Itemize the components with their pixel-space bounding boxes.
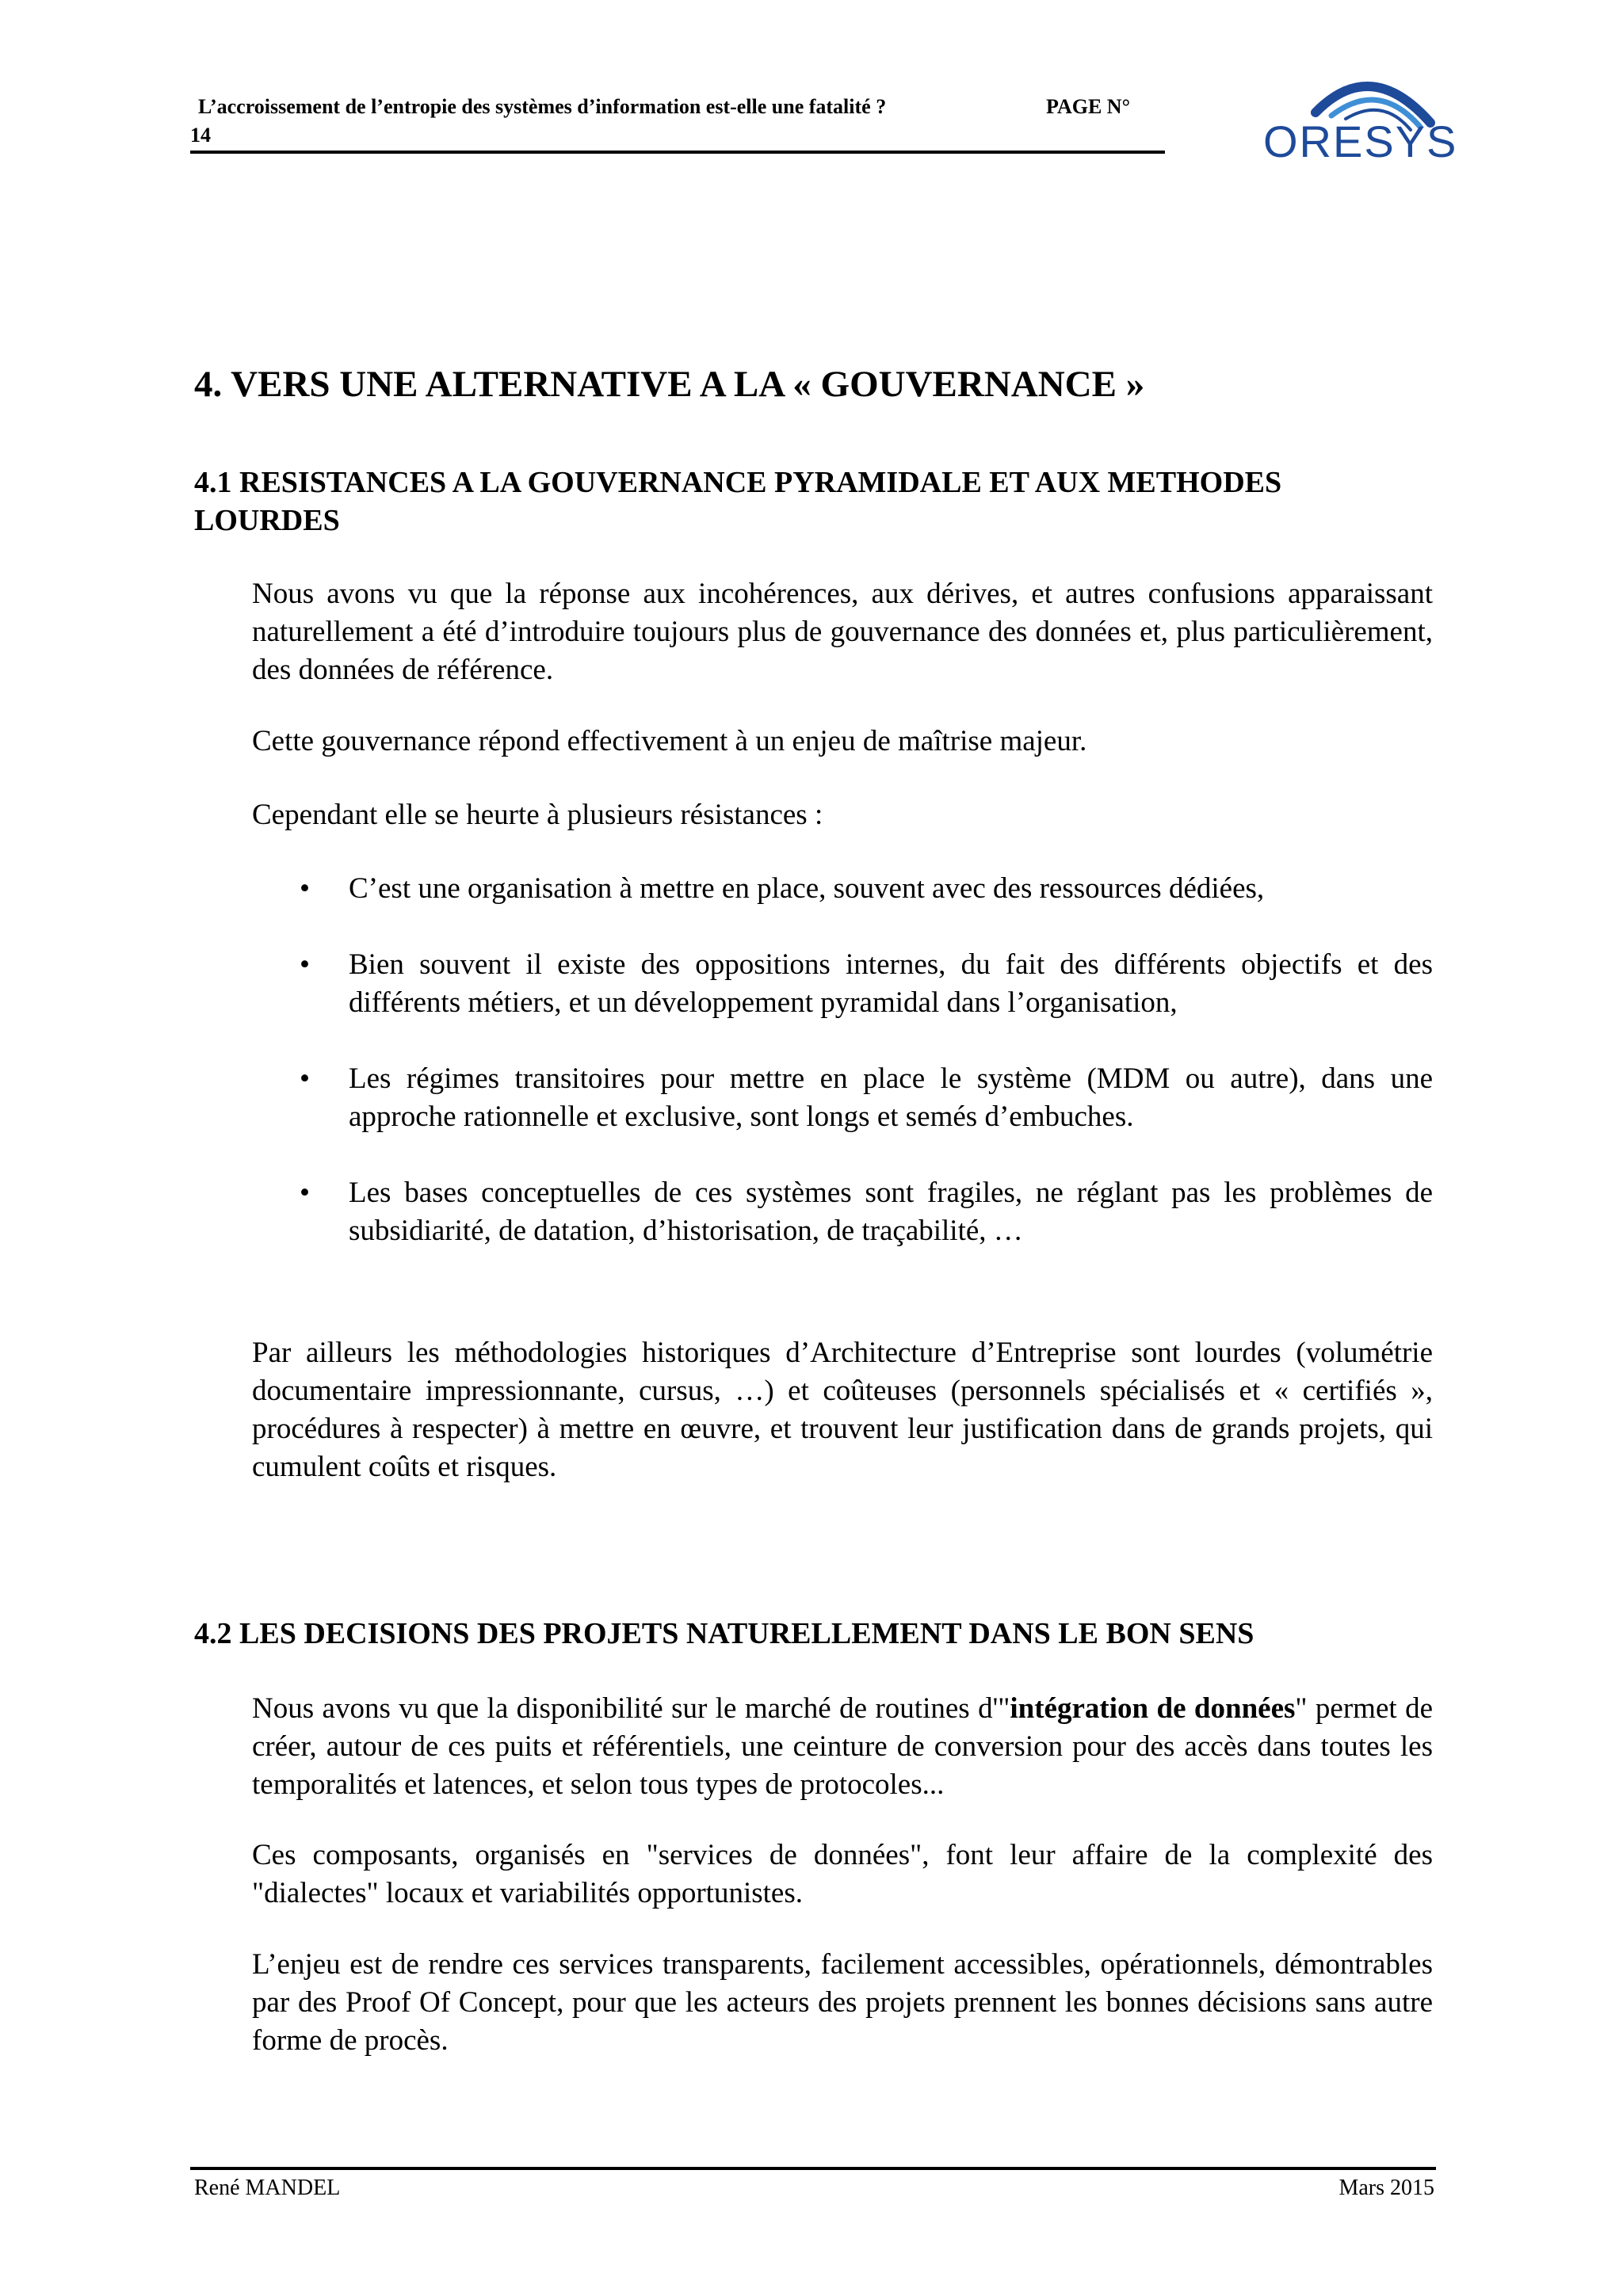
subsection-4-1-heading xyxy=(194,463,1281,540)
bullet-icon: • xyxy=(300,872,310,905)
bullet-icon: • xyxy=(300,1177,310,1209)
list-item xyxy=(252,1174,1433,1250)
paragraph: Ces composants, organisés en "services de données", font leur affaire de la complexité des "dialectes" locaux et variabilités opportunistes. xyxy=(252,1839,1433,1909)
paragraph: Cependant elle se heurte à plusieurs résistances : xyxy=(252,799,823,831)
list-item-text: C’est une organisation à mettre en place, souvent avec des ressources dédiées, xyxy=(349,872,1265,905)
resistances-list xyxy=(252,870,1433,1288)
header-title: L’accroissement de l’entropie des systèmes d’information est-elle une fatalité ? xyxy=(198,95,887,118)
footer-author: René MANDEL xyxy=(194,2176,341,2200)
list-item xyxy=(252,870,1433,908)
header-divider xyxy=(190,151,1165,154)
oresys-logo xyxy=(1252,63,1458,182)
paragraph-text: " permet de créer, autour de ces puits et référentiels, une ceinture de conversion pour des accès dans toutes les temporalités et latences, et selon tous types de protocoles... xyxy=(252,1692,1433,1801)
paragraph: Par ailleurs les méthodologies historiques d’Architecture d’Entreprise sont lourdes (volumétrie documentaire impressionnante, cursus, …) et coûteuses (personnels spécialisés et « certifiés », procédures à respecter) à mettre en œuvre, et trouvent leur justification dans de grands projets, qui cumulent coûts et risques. xyxy=(252,1337,1433,1483)
bullet-icon: • xyxy=(300,1062,310,1095)
paragraph-bold-text: intégration de données xyxy=(1010,1692,1296,1725)
subsection-4-2-heading: 4.2 LES DECISIONS DES PROJETS NATURELLEMENT DANS LE BON SENS xyxy=(194,1617,1254,1650)
header-page-label: PAGE N° xyxy=(1046,95,1130,118)
list-item xyxy=(252,1060,1433,1136)
section-heading: 4. VERS UNE ALTERNATIVE A LA « GOUVERNANCE » xyxy=(194,364,1145,405)
list-item-text: Bien souvent il existe des oppositions internes, du fait des différents objectifs et des différents métiers, et un développement pyramidal dans l’organisation, xyxy=(349,948,1433,1019)
logo-text: ORESYS xyxy=(1263,116,1458,166)
paragraph: L’enjeu est de rendre ces services transparents, facilement accessibles, opérationnels, démontrables par des Proof Of Concept, pour que les acteurs des projets prennent les bonnes décisions sans autre forme de procès. xyxy=(252,1948,1433,2057)
bullet-icon: • xyxy=(300,948,310,981)
footer-date: Mars 2015 xyxy=(1338,2176,1434,2200)
list-item xyxy=(252,946,1433,1022)
paragraph: Cette gouvernance répond effectivement à un enjeu de maîtrise majeur. xyxy=(252,725,1087,757)
list-item-text: Les régimes transitoires pour mettre en place le système (MDM ou autre), dans une approche rationnelle et exclusive, sont longs et semés d’embuches. xyxy=(349,1062,1433,1133)
subsection-4-1-heading-line2: LOURDES xyxy=(194,504,340,537)
subsection-4-1-heading-line1: 4.1 RESISTANCES A LA GOUVERNANCE PYRAMIDALE ET AUX METHODES xyxy=(194,466,1282,499)
paragraph: Nous avons vu que la réponse aux incohérences, aux dérives, et autres confusions apparaissant naturellement a été d’introduire toujours plus de gouvernance des données et, plus particulièrement, des données de référence. xyxy=(252,578,1433,686)
header-page-number: 14 xyxy=(190,124,211,147)
paragraph-text: Nous avons vu que la disponibilité sur le marché de routines d'" xyxy=(252,1692,1010,1725)
paragraph xyxy=(252,1690,1433,1804)
footer-divider xyxy=(190,2167,1436,2170)
list-item-text: Les bases conceptuelles de ces systèmes sont fragiles, ne réglant pas les problèmes de subsidiarité, de datation, d’historisation, de traçabilité, … xyxy=(349,1177,1433,1247)
